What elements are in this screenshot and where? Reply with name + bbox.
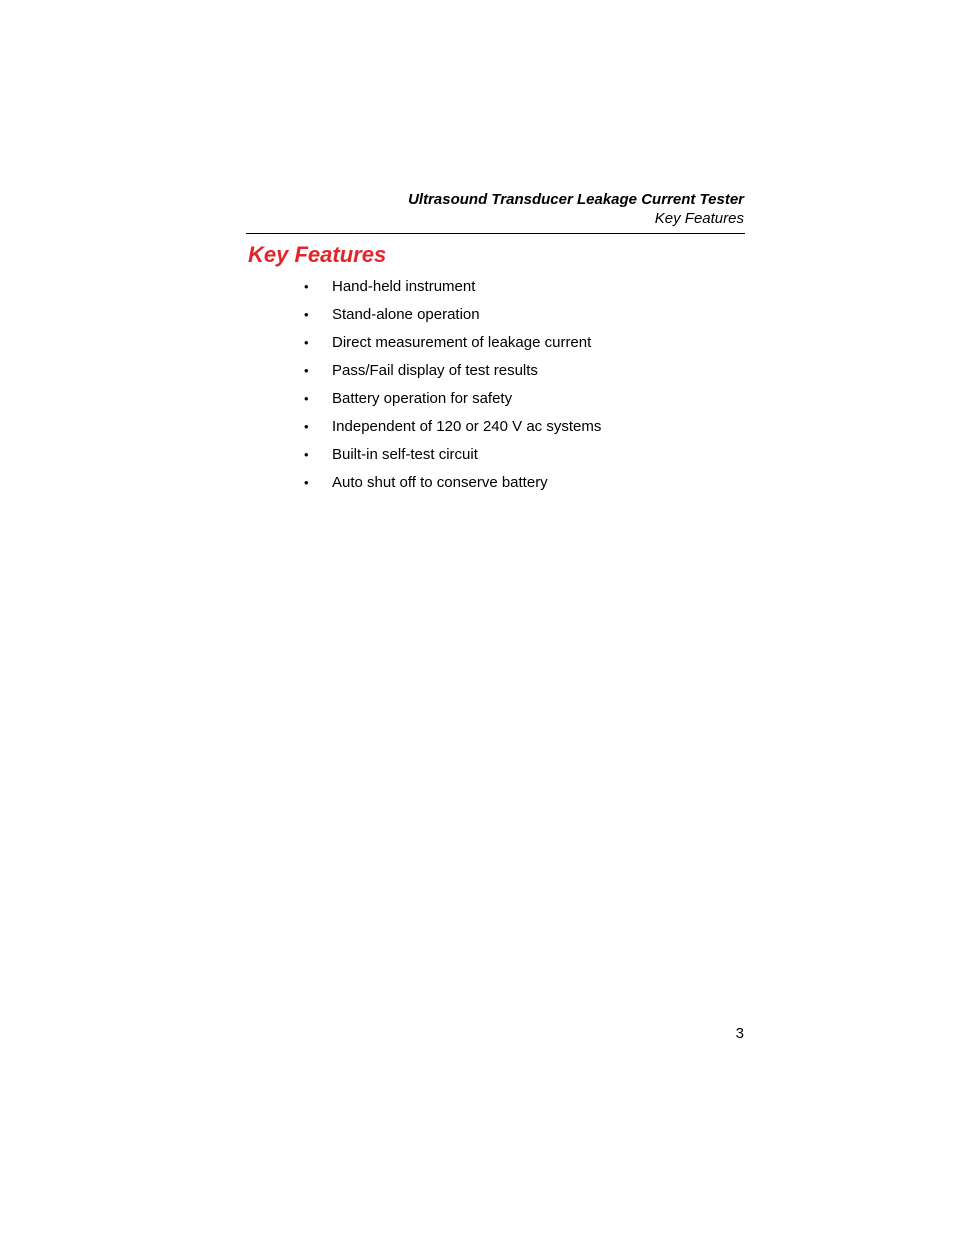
section-subtitle: Key Features xyxy=(654,210,744,227)
running-header xyxy=(246,190,744,228)
header-divider xyxy=(246,233,745,234)
bullet-icon: • xyxy=(304,279,309,294)
bullet-icon: • xyxy=(304,363,309,378)
bullet-icon: • xyxy=(304,447,309,462)
section-heading: Key Features xyxy=(248,242,387,267)
page-number: 3 xyxy=(735,1025,744,1042)
bullet-icon: • xyxy=(304,419,309,434)
list-item-label: Pass/Fail display of test results xyxy=(332,362,538,379)
list-item-label: Stand-alone operation xyxy=(332,306,480,323)
list-item-label: Independent of 120 or 240 V ac systems xyxy=(332,418,602,435)
document-title: Ultrasound Transducer Leakage Current Tester xyxy=(408,191,744,208)
list-item-label: Hand-held instrument xyxy=(332,278,476,295)
list-item-label: Direct measurement of leakage current xyxy=(332,334,592,351)
bullet-icon: • xyxy=(304,335,309,350)
bullet-icon: • xyxy=(304,391,309,406)
list-item-label: Built-in self-test circuit xyxy=(332,446,478,463)
list-item-label: Auto shut off to conserve battery xyxy=(332,474,548,491)
bullet-icon: • xyxy=(304,307,309,322)
list-item-label: Battery operation for safety xyxy=(332,390,513,407)
bullet-icon: • xyxy=(304,475,309,490)
